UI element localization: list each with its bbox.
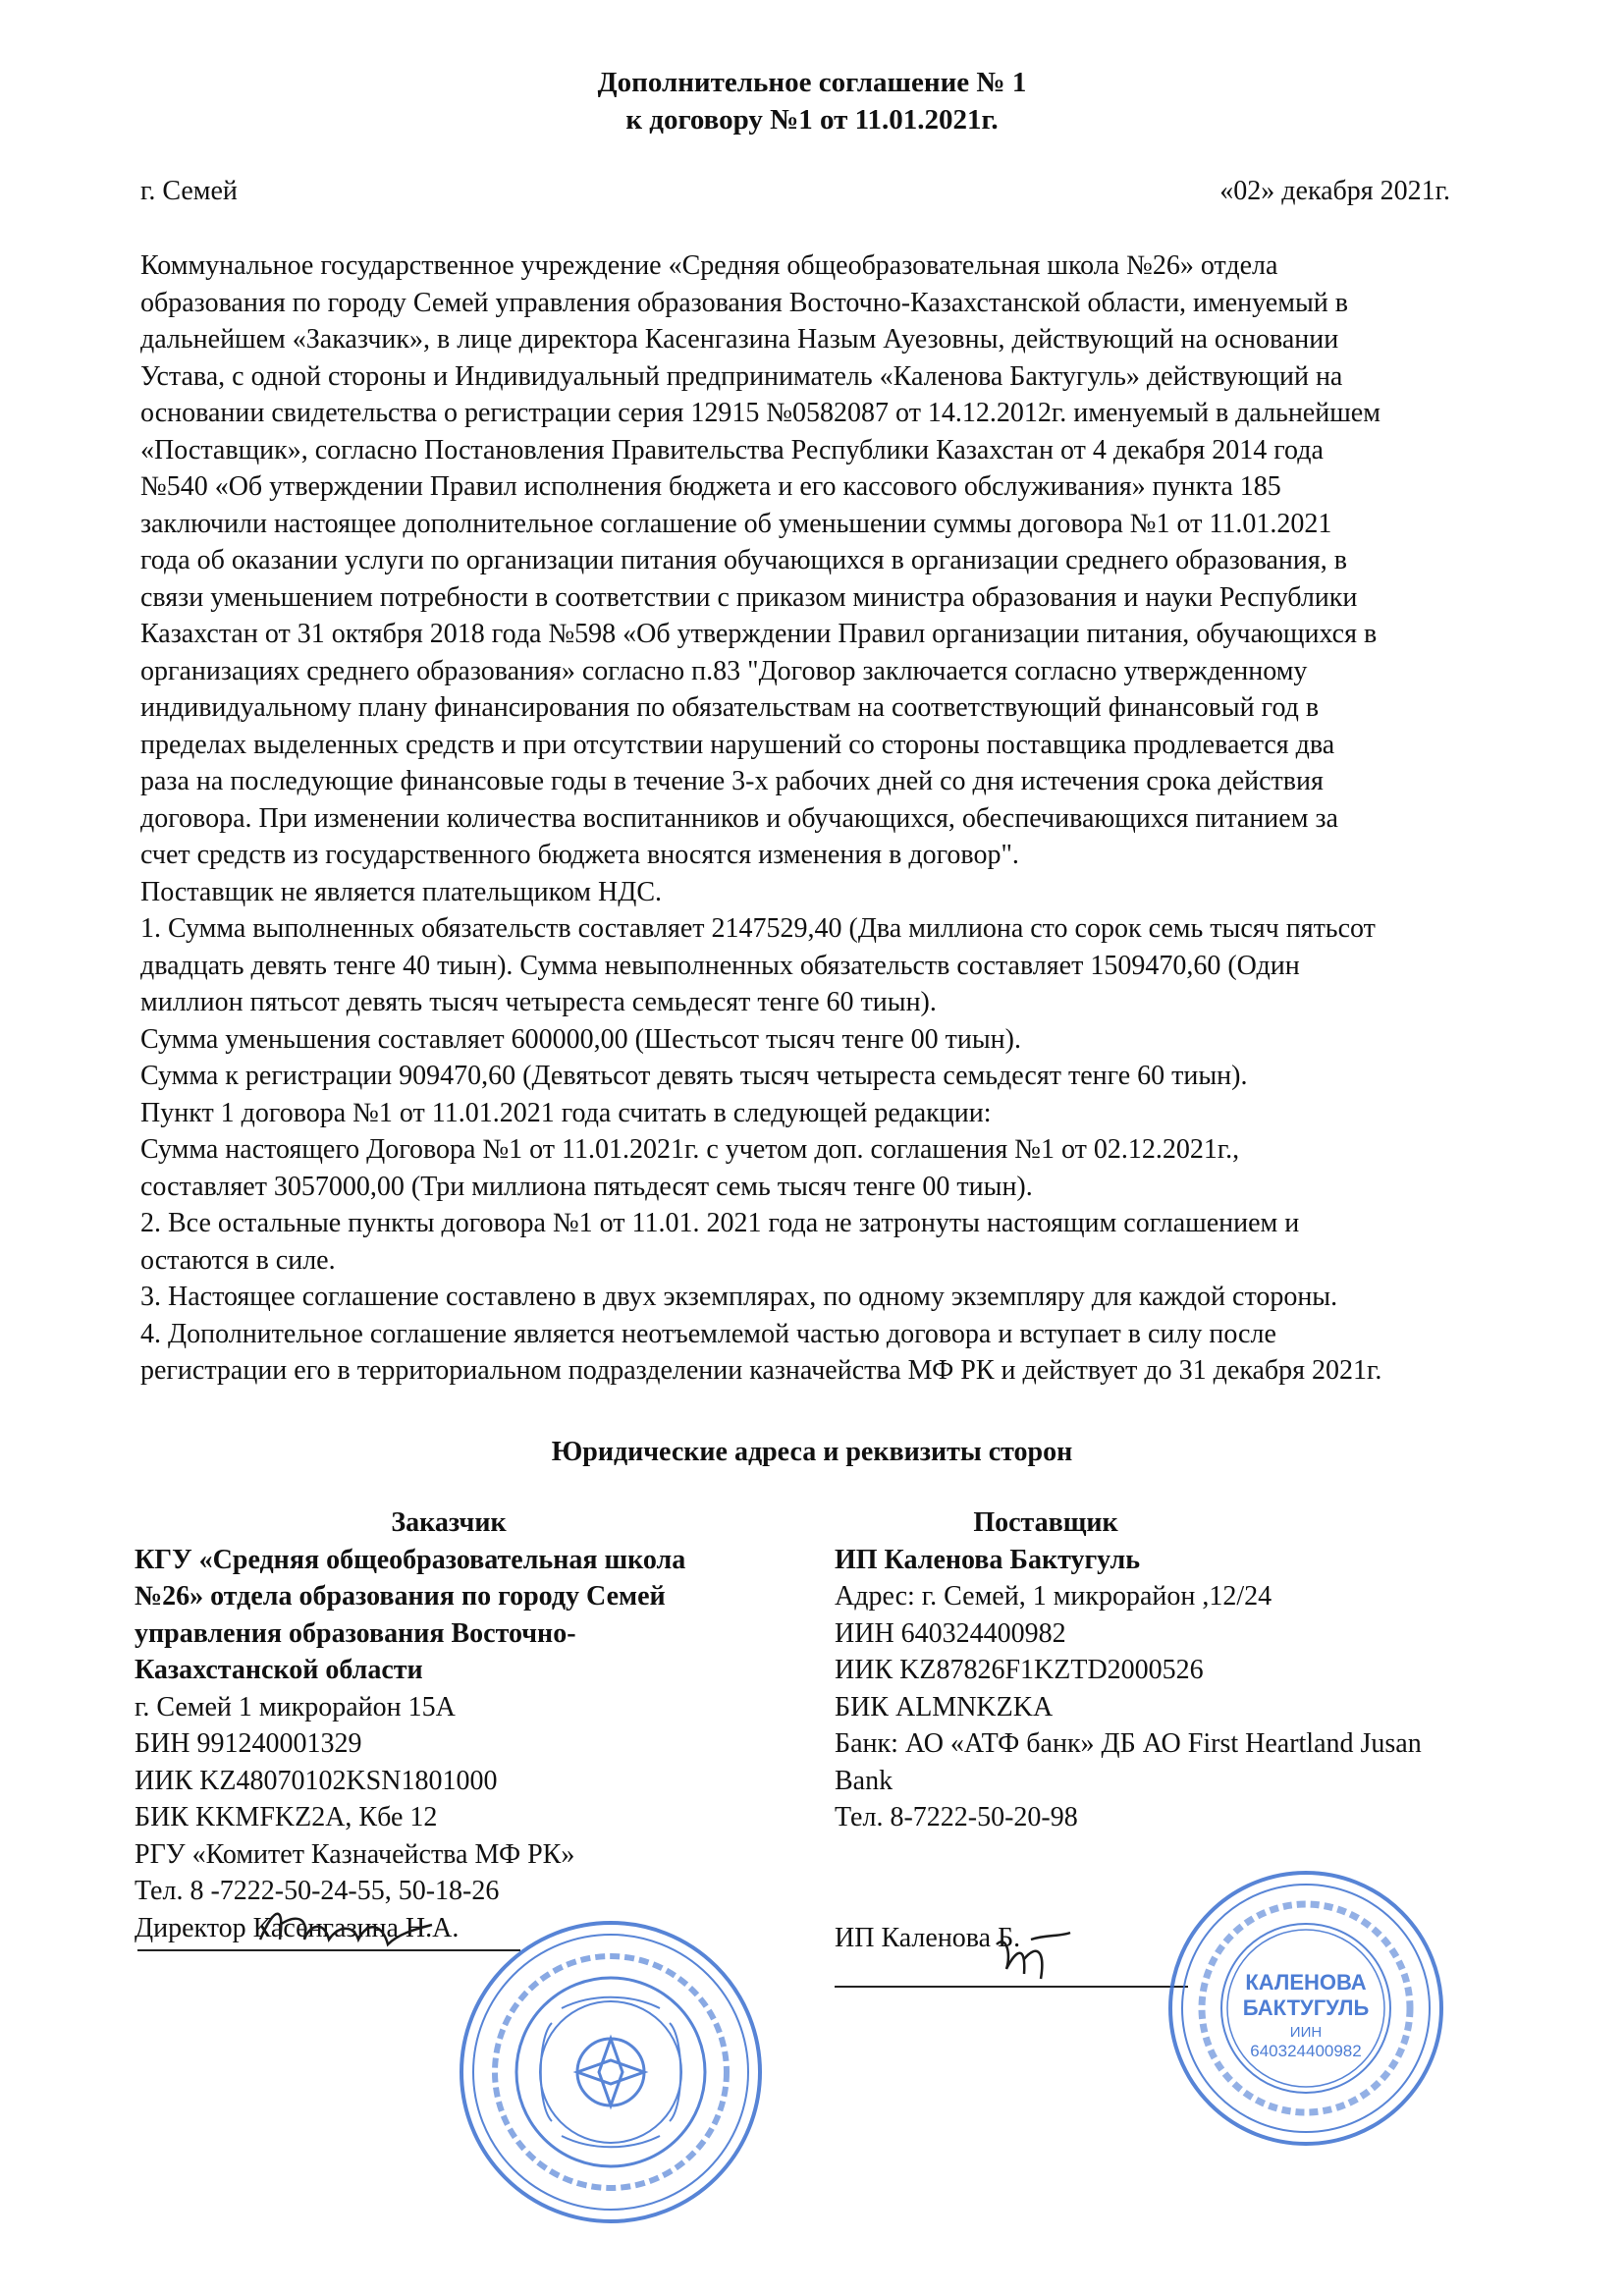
customer-round-stamp: [454, 1915, 768, 2229]
supplier-iin: ИИН 640324400982: [835, 1617, 1066, 1649]
supplier-name: ИП Каленова Бактугуль: [835, 1544, 1140, 1575]
supplier-iik: ИИК KZ87826F1KZTD2000526: [835, 1655, 1204, 1685]
body-line: года об оказании услуги по организации питания обучающихся в организации среднего образования, в: [140, 545, 1347, 575]
city: г. Семей: [140, 176, 238, 206]
body-line: миллион пятьсот девять тысяч четыреста семьдесят тенге 60 тиын).: [140, 987, 937, 1017]
supplier-phone: Тел. 8-7222-50-20-98: [835, 1802, 1078, 1832]
body-line: остаются в силе.: [140, 1244, 336, 1276]
customer-name-line: управления образования Восточно-: [135, 1617, 576, 1649]
customer-bik: БИК KKMFKZ2A, Кбе 12: [135, 1802, 438, 1832]
supplier-requisites: [835, 1504, 1522, 1836]
body-line: счет средств из государственного бюджета вносятся изменения в договор".: [140, 840, 1019, 870]
body-line: раза на последующие финансовые годы в течение 3-х рабочих дней со дня истечения срока действия: [140, 766, 1324, 796]
body-line: индивидуальному плану финансирования по обязательствам на соответствующий финансовый год в: [140, 692, 1320, 723]
customer-name-line: КГУ «Средняя общеобразовательная школа: [135, 1544, 686, 1575]
customer-bank: РГУ «Комитет Казначейства МФ РК»: [135, 1838, 575, 1870]
customer-name-line: №26» отдела образования по городу Семей: [135, 1581, 666, 1612]
body-line: составляет 3057000,00 (Три миллиона пятьдесят семь тысяч тенге 00 тиын).: [140, 1171, 1033, 1202]
supplier-bik: БИК ALMNKZKA: [835, 1691, 1054, 1722]
body-line: организациях среднего образования» согласно п.83 "Договор заключается согласно утвержденному: [140, 655, 1308, 686]
customer-requisites: [135, 1504, 763, 1946]
body-line: основании свидетельства о регистрации серия 12915 №0582087 от 14.12.2012г. именуемый в дальнейшем: [140, 398, 1380, 428]
body-line: Коммунальное государственное учреждение «Средняя общеобразовательная школа №26» отдела: [140, 250, 1278, 281]
stamp-line: ИИН: [1289, 2024, 1323, 2041]
body-line: «Поставщик», согласно Постановления Правительства Республики Казахстан от 4 декабря 2014 года: [140, 434, 1324, 465]
body-line: Сумма настоящего Договора №1 от 11.01.2021г. с учетом доп. соглашения №1 от 02.12.2021г.,: [140, 1134, 1240, 1165]
supplier-address: Адрес: г. Семей, 1 микрорайон ,12/24: [835, 1581, 1272, 1612]
customer-heading: Заказчик: [391, 1507, 507, 1538]
body-line: 2. Все остальные пункты договора №1 от 11.01. 2021 года не затронуты настоящим соглашением и: [140, 1208, 1300, 1238]
body-line: №540 «Об утверждении Правил исполнения бюджета и его кассового обслуживания» пункта 185: [140, 471, 1281, 502]
supplier-signature: [987, 1925, 1075, 1994]
body-line: Сумма уменьшения составляет 600000,00 (Шестьсот тысяч тенге 00 тиын).: [140, 1023, 1021, 1055]
agreement-body: [140, 247, 1505, 1390]
supplier-heading: Поставщик: [973, 1507, 1118, 1538]
document-subtitle: к договору №1 от 11.01.2021г.: [625, 104, 999, 136]
body-line: образования по городу Семей управления образования Восточно-Казахстанской области, именуемый в: [140, 287, 1348, 318]
stamp-line: БАКТУГУЛЬ: [1242, 1995, 1370, 2020]
body-line: двадцать девять тенге 40 тиын). Сумма невыполненных обязательств составляет 1509470,60 (Один: [140, 950, 1300, 981]
body-line: 1. Сумма выполненных обязательств составляет 2147529,40 (Два миллиона сто сорок семь тысяч пятьсот: [140, 913, 1376, 944]
body-line: пределах выделенных средств и при отсутствии нарушений со стороны поставщика продлевается два: [140, 729, 1335, 760]
body-line: Казахстан от 31 октября 2018 года №598 «Об утверждении Правил организации питания, обучающихся в: [140, 619, 1378, 649]
body-line: 3. Настоящее соглашение составлено в двух экземплярах, по одному экземпляру для каждой стороны.: [140, 1282, 1338, 1312]
body-line: регистрации его в территориальном подразделении казначейства МФ РК и действует до 31 декабря 2021г.: [140, 1355, 1382, 1386]
supplier-bank-cont: Bank: [835, 1765, 893, 1796]
body-line: связи уменьшением потребности в соответствии с приказом министра образования и науки Республики: [140, 581, 1358, 613]
customer-name-line: Казахстанской области: [135, 1655, 423, 1685]
body-line: Устава, с одной стороны и Индивидуальный предприниматель «Каленова Бактугуль» действующий на: [140, 360, 1343, 392]
body-line: заключили настоящее дополнительное соглашение об уменьшении суммы договора №1 от 11.01.2021: [140, 508, 1332, 539]
supplier-bank: Банк: АО «АТФ банк» ДБ АО First Heartland Jusan: [835, 1728, 1422, 1759]
supplier-round-stamp: [1164, 1866, 1448, 2151]
document-date: «02» декабря 2021г.: [1219, 176, 1450, 206]
document-title: Дополнительное соглашение № 1: [597, 67, 1027, 98]
body-line: Сумма к регистрации 909470,60 (Девятьсот девять тысяч четыреста семьдесят тенге 60 тиын).: [140, 1061, 1248, 1091]
supplier-signature-label: ИП Каленова Б.: [835, 1923, 1021, 1953]
customer-phone: Тел. 8 -7222-50-24-55, 50-18-26: [135, 1876, 500, 1906]
requisites-title: Юридические адреса и реквизиты сторон: [551, 1437, 1073, 1467]
customer-iik: ИИК KZ48070102KSN1801000: [135, 1765, 498, 1796]
customer-bin: БИН 991240001329: [135, 1728, 362, 1759]
body-line: Поставщик не является плательщиком НДС.: [140, 876, 663, 907]
customer-director: Директор Касенгазина Н.А.: [135, 1912, 460, 1943]
stamp-line: 640324400982: [1250, 2042, 1362, 2060]
body-line: Пункт 1 договора №1 от 11.01.2021 года считать в следующей редакции:: [140, 1097, 992, 1128]
body-line: договора. При изменении количества воспитанников и обучающихся, обеспечивающихся питанием за: [140, 802, 1338, 834]
stamp-line: КАЛЕНОВА: [1245, 1970, 1367, 1995]
body-line: 4. Дополнительное соглашение является неотъемлемой частью договора и вступает в силу после: [140, 1318, 1276, 1349]
body-line: дальнейшем «Заказчик», в лице директора Касенгазина Назым Ауезовны, действующий на основании: [140, 324, 1339, 355]
supplier-signature-line: [835, 1986, 1188, 1988]
customer-address: г. Семей 1 микрорайон 15А: [135, 1691, 456, 1722]
